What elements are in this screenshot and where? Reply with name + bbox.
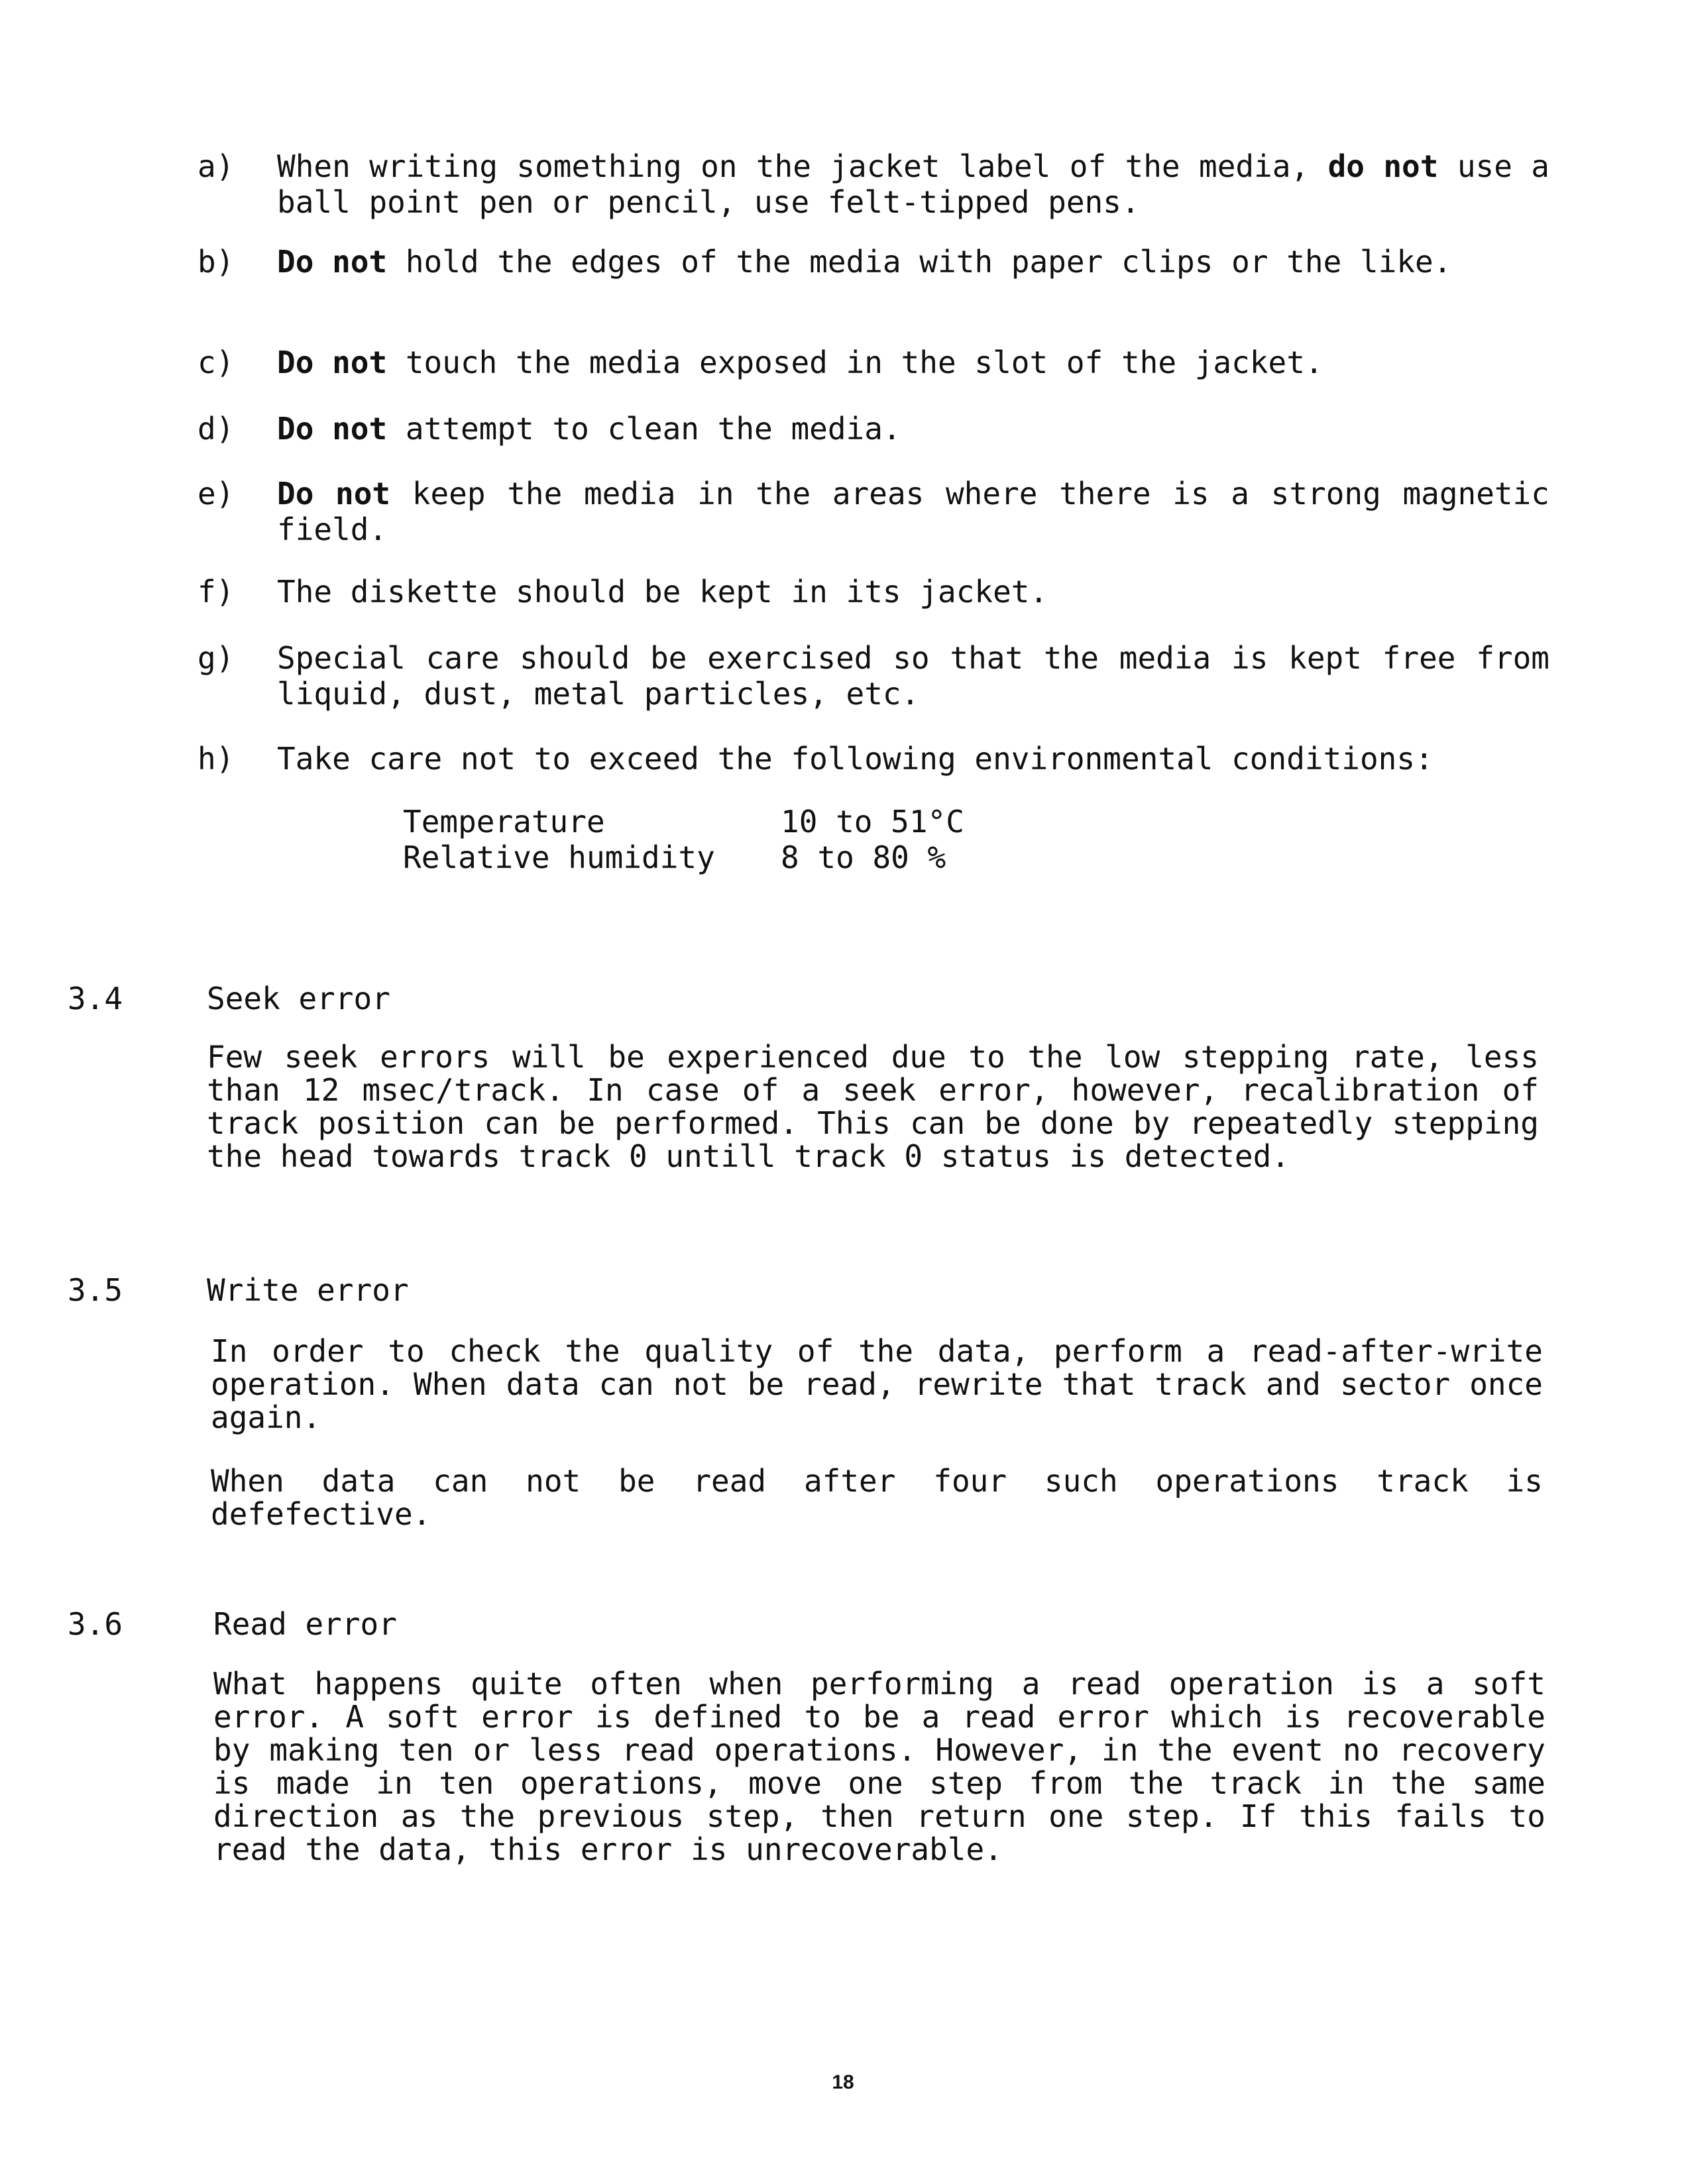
- section-title: Write error: [207, 1272, 409, 1308]
- list-item-letter: f): [197, 574, 235, 610]
- environmental-conditions-table: [403, 804, 1046, 875]
- section-paragraph: When data can not be read after four such operations track is defefective.: [211, 1463, 1543, 1532]
- section-paragraph: In order to check the quality of the data, perform a read-after-write operation. When data can not be read, rewrite that track and sector once again.: [211, 1333, 1543, 1435]
- list-item-letter: e): [197, 476, 235, 512]
- list-item-letter: g): [197, 640, 235, 676]
- section-title: Seek error: [207, 981, 390, 1016]
- environment-label: Relative humidity: [403, 840, 715, 875]
- list-item-letter: a): [197, 148, 235, 184]
- section-number: 3.5: [68, 1272, 123, 1308]
- environment-label: Temperature: [403, 804, 605, 840]
- list-item-letter: c): [197, 345, 235, 380]
- list-item-text: The diskette should be kept in its jacket.: [277, 574, 1048, 610]
- environment-range: 8 to 80 %: [781, 840, 946, 875]
- list-item-text: Take care not to exceed the following environmental conditions:: [277, 741, 1433, 777]
- section-number: 3.6: [68, 1606, 123, 1642]
- section-title: Read error: [213, 1606, 397, 1642]
- list-item-text: Do not touch the media exposed in the slot of the jacket.: [277, 345, 1323, 380]
- list-item-text: Do not keep the media in the areas where there is a strong magnetic field.: [277, 476, 1550, 547]
- list-item-letter: h): [197, 741, 235, 777]
- list-item-letter: d): [197, 411, 235, 447]
- section-paragraph: What happens quite often when performing a read operation is a soft error. A soft error is defined to be a read error which is recoverable by making ten or less read operations. However, in the event no recovery is made in ten operations, move one step from the track in the same direction as the previous step, then return one step. If this fails to read the data, this error is unrecoverable.: [213, 1666, 1546, 1867]
- environment-row-temperature: [403, 804, 1046, 840]
- section-number: 3.4: [68, 981, 123, 1016]
- section-paragraph: Few seek errors will be experienced due to the low stepping rate, less than 12 msec/track. In case of a seek error, however, recalibration of track position can be performed. This can be done by repeatedly stepping the head towards track 0 untill track 0 status is detected.: [207, 1039, 1539, 1174]
- environment-range: 10 to 51°C: [781, 804, 964, 840]
- list-item-text: Do not hold the edges of the media with paper clips or the like.: [277, 244, 1452, 280]
- environment-row-humidity: [403, 840, 1046, 875]
- list-item-text: Do not attempt to clean the media.: [277, 411, 901, 447]
- list-item-text: When writing something on the jacket label of the media, do not use a ball point pen or pencil, use felt-tipped pens.: [277, 148, 1550, 220]
- list-item-letter: b): [197, 244, 235, 280]
- list-item-text: Special care should be exercised so that the media is kept free from liquid, dust, metal particles, etc.: [277, 640, 1549, 712]
- page-number: 18: [832, 2071, 854, 2093]
